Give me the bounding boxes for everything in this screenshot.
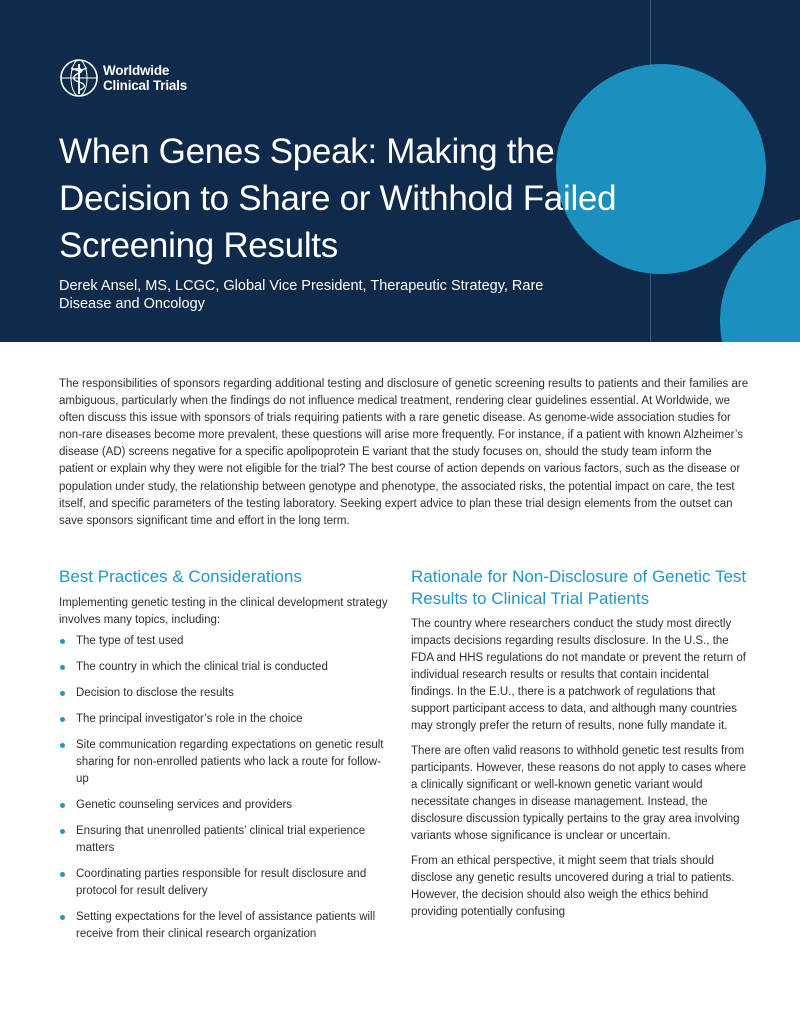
list-item [59,685,389,702]
bullet-dot-icon [60,665,65,670]
document-title: When Genes Speak: Making the Decision to Share or Withhold Failed Screening Results [59,132,617,265]
brand-name-line2: Clinical Trials [103,78,188,93]
list-item [59,909,389,943]
bullet-dot-icon [60,743,65,748]
bullet-dot-icon [60,915,65,920]
list-item [59,659,389,676]
list-item-text: Setting expectations for the level of assistance patients will receive from their clinical research organization [76,911,376,940]
rationale-paragraph-3: From an ethical perspective, it might seem that trials should disclose any genetic results uncovered during a trial to patients. However, the decision should also weigh the ethics behind providing potentially confusing [411,855,735,918]
best-practices-heading: Best Practices & Considerations [59,567,302,586]
bullet-dot-icon [60,717,65,722]
brand-name [103,63,187,93]
bullet-dot-icon [60,803,65,808]
bullet-dot-icon [60,829,65,834]
list-item-text: The type of test used [76,635,184,647]
list-item-text: Ensuring that unenrolled patients’ clinical trial experience matters [76,825,366,854]
bullet-dot-icon [60,639,65,644]
list-item-text: Coordinating parties responsible for result disclosure and protocol for result delivery [76,868,367,897]
intro-paragraph: The responsibilities of sponsors regarding additional testing and disclosure of genetic screening results to patients and their families are ambiguous, particularly when the findings do not influence medical treatment, rendering clear guidelines essential. At Worldwide, we often discuss this issue with sponsors of trials requiring patients with a rare genetic disease. As genome-wide association studies for non-rare diseases become more prevalent, these questions will arise more frequently. For instance, if a patient with known Alzheimer’s disease (AD) screens negative for a specific apolipoprotein E variant that the study focuses on, should the study team inform the patient or explain why they were not eligible for the trial? The best course of action depends on various factors, such as the disease or population under study, the relationship between genotype and phenotype, the associated risks, the potential impact on care, the test itself, and specific parameters of the testing laboratory. Seeking expert advice to plan these trial design elements from the outset can save sponsors significant time and effort in the long term. [59,378,749,527]
list-item-text: Site communication regarding expectations on genetic result sharing for non-enrolled patients who lack a route for follow-up [76,739,384,785]
rationale-heading: Rationale for Non-Disclosure of Genetic Test Results to Clinical Trial Patients [411,567,747,608]
bullet-dot-icon [60,691,65,696]
list-item [59,797,389,814]
left-column [59,566,389,952]
caduceus-globe-icon [59,58,99,98]
brand-name-line1: Worldwide [103,63,170,78]
list-item-text: Genetic counseling services and providers [76,799,293,811]
considerations-list [59,633,389,943]
list-item-text: The country in which the clinical trial is conducted [76,661,328,673]
list-item-text: Decision to disclose the results [76,687,234,699]
list-item [59,866,389,900]
list-item [59,633,389,650]
rationale-paragraph-1: The country where researchers conduct the study most directly impacts decisions regarding results disclosure. In the U.S., the FDA and HHS regulations do not mandate or prevent the return of individual research results or results that contain incidental findings. In the E.U., there is a patchwork of regulations that support participant access to data, and although many countries may strongly prefer the return of results, none fully mandate it. [411,618,746,732]
list-item [59,711,389,728]
list-item [59,737,389,788]
best-practices-lead: Implementing genetic testing in the clinical development strategy involves many topics, including: [59,597,388,626]
list-item-text: The principal investigator’s role in the choice [76,713,303,725]
right-column [411,566,751,929]
brand-logo [59,58,187,98]
bullet-dot-icon [60,872,65,877]
header-banner [0,0,800,342]
author-byline: Derek Ansel, MS, LCGC, Global Vice President, Therapeutic Strategy, Rare Disease and Oncology [59,278,544,312]
list-item [59,823,389,857]
rationale-paragraph-2: There are often valid reasons to withhold genetic test results from participants. However, these reasons do not apply to cases where a clinically significant or well-known genetic variant would necessitate changes in disease management. Instead, the disclosure discussion typically pertains to the gray area involving variants whose significance is unclear or uncertain. [411,745,746,842]
